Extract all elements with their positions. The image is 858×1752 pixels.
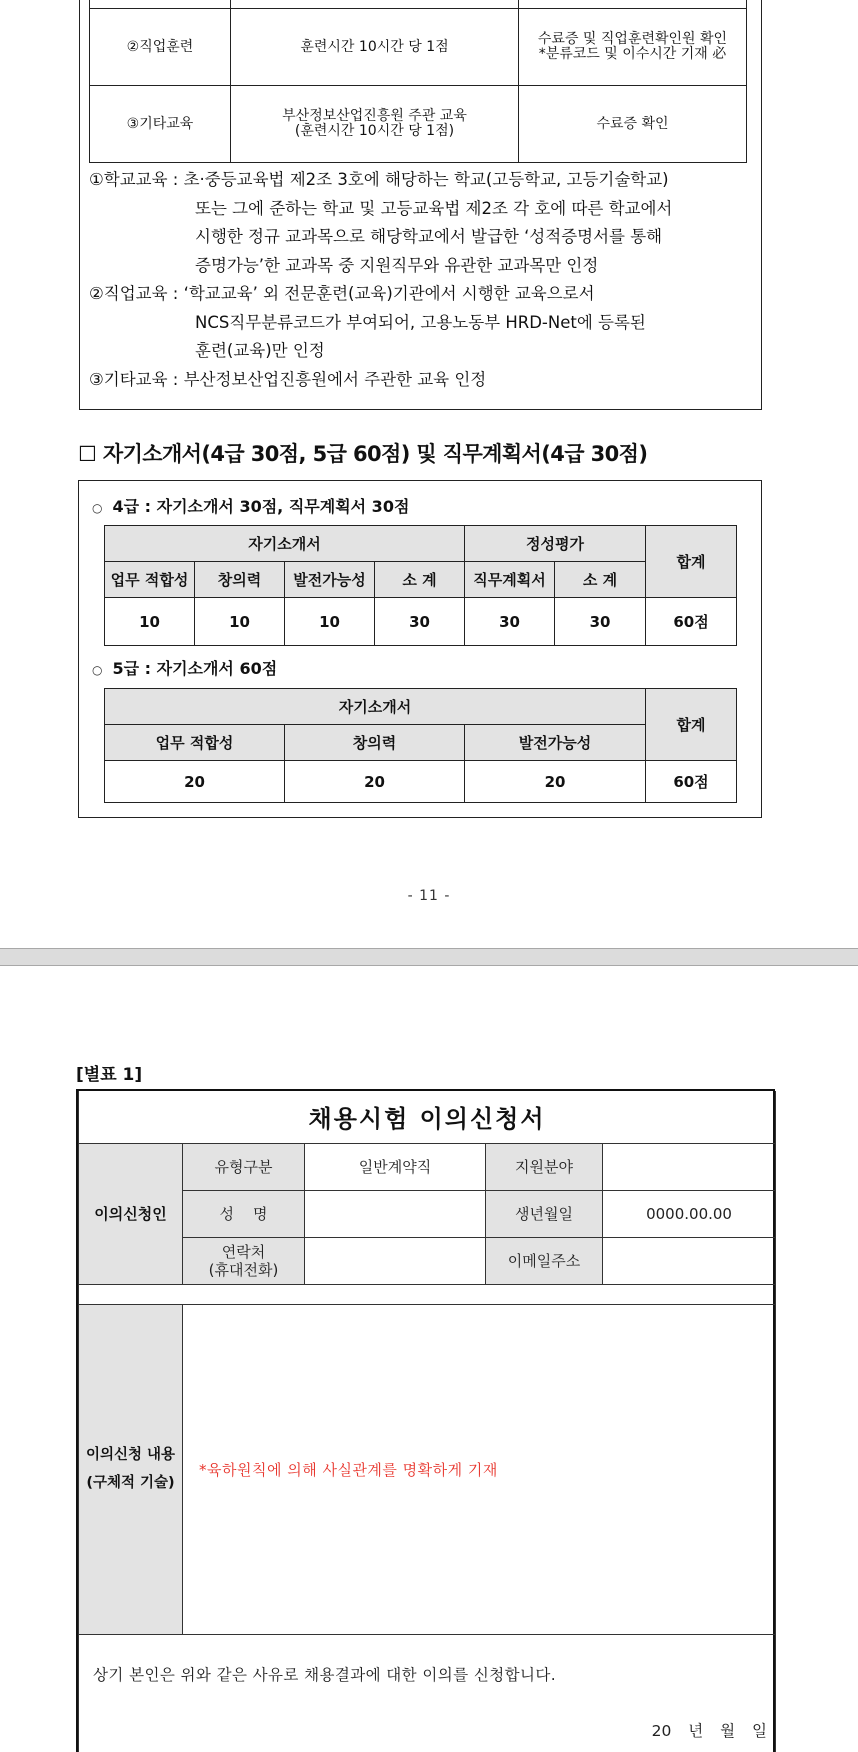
field-label: 지원분야	[486, 1143, 603, 1190]
content-label-line: 이의신청 내용	[85, 1447, 176, 1463]
score-cell: 20	[285, 761, 465, 803]
proof-note: *분류코드 및 이수시간 기재 必	[538, 46, 727, 62]
note-continuation: 또는 그에 준하는 학교 및 고등교육법 제2조 각 호에 따른 학교에서	[195, 198, 673, 218]
contact-label-line: 연락처	[221, 1242, 266, 1261]
table-row	[105, 598, 737, 646]
contact-input[interactable]	[305, 1237, 486, 1284]
table-row	[90, 9, 747, 86]
score-cell: 30	[555, 598, 646, 646]
group-header: 정성평가	[465, 526, 646, 562]
table-row	[79, 1091, 776, 1143]
table-row	[79, 1304, 776, 1634]
email-input[interactable]	[603, 1237, 776, 1284]
annex-label: [별표 1]	[76, 1065, 143, 1085]
birth-input[interactable]: 0000.00.00	[603, 1190, 776, 1237]
category-cell: ③기타교육	[90, 86, 231, 163]
form-title: 채용시험 이의신청서	[79, 1091, 776, 1143]
declaration-cell	[79, 1634, 776, 1752]
column-header: 업무 적합성	[105, 562, 195, 598]
criteria-cell	[231, 86, 519, 163]
column-header: 소 계	[375, 562, 465, 598]
note-school-education: ①학교교육 : 초·중등교육법 제2조 3호에 해당하는 학교(고등학교, 고등기술학교)	[89, 170, 669, 189]
proof-cell: 수료증 확인	[519, 86, 747, 163]
group-header: 자기소개서	[105, 689, 646, 725]
grade4-heading-text: 4급 : 자기소개서 30점, 직무계획서 30점	[112, 497, 410, 516]
note-continuation: NCS직무분류코드가 부여되어, 고용노동부 HRD-Net에 등록된	[195, 312, 646, 332]
education-notes	[89, 166, 759, 394]
name-label: 성 명	[183, 1190, 305, 1237]
table-row	[105, 526, 737, 562]
table-row	[105, 761, 737, 803]
birth-label: 생년월일	[486, 1190, 603, 1237]
score-cell: 30	[465, 598, 555, 646]
table-row	[79, 1190, 776, 1237]
total-cell: 60점	[646, 761, 737, 803]
table-row	[105, 562, 737, 598]
table-cell	[519, 0, 747, 9]
spacer-cell	[79, 1284, 776, 1304]
note-vocational-education: ②직업교육 : ‘학교교육’ 외 전문훈련(교육)기관에서 시행한 교육으로서	[89, 284, 595, 303]
note-continuation: 증명가능’한 교과목 중 지원직무와 유관한 교과목만 인정	[195, 255, 599, 275]
group-header: 자기소개서	[105, 526, 465, 562]
name-input[interactable]	[305, 1190, 486, 1237]
score-cell: 10	[285, 598, 375, 646]
page-number: - 11 -	[407, 888, 451, 904]
note-continuation: 시행한 정규 교과목으로 해당학교에서 발급한 ‘성적증명서를 통해	[195, 227, 663, 246]
date-line: 20 년 월 일	[651, 1721, 768, 1740]
table-row	[79, 1284, 776, 1304]
table-row	[79, 1237, 776, 1284]
grade5-heading-text: 5급 : 자기소개서 60점	[112, 659, 278, 678]
criteria-note: (훈련시간 10시간 당 1점)	[294, 123, 455, 139]
objection-content-input[interactable]: *육하원칙에 의해 사실관계를 명확하게 기재	[183, 1304, 776, 1634]
column-header: 직무계획서	[465, 562, 555, 598]
applicant-label: 이의신청인	[79, 1143, 183, 1284]
objection-form-table	[78, 1091, 776, 1752]
contact-label-sub: (휴대전화)	[208, 1260, 279, 1279]
table-row	[79, 1634, 776, 1752]
content-label	[79, 1304, 183, 1634]
score-cell: 10	[195, 598, 285, 646]
grade4-heading	[92, 494, 409, 517]
score-cell: 30	[375, 598, 465, 646]
table-row	[79, 1143, 776, 1190]
criteria-cell: 훈련시간 10시간 당 1점	[231, 9, 519, 86]
total-cell: 60점	[646, 598, 737, 646]
bullet-icon: ○	[92, 663, 103, 677]
total-header: 합계	[646, 689, 737, 761]
criteria-line: 부산정보산업진흥원 주관 교육	[282, 108, 467, 124]
type-label: 유형구분	[183, 1143, 305, 1190]
column-header: 발전가능성	[285, 562, 375, 598]
column-header: 창의력	[285, 725, 465, 761]
section-title: ☐ 자기소개서(4급 30점, 5급 60점) 및 직무계획서(4급 30점)	[78, 442, 648, 466]
grade4-score-table	[104, 525, 737, 646]
proof-cell	[519, 9, 747, 86]
grade5-score-table	[104, 688, 737, 803]
table-row	[90, 0, 747, 9]
page-separator	[0, 948, 858, 966]
objection-form	[76, 1089, 775, 1752]
score-cell: 10	[105, 598, 195, 646]
table-cell	[90, 0, 231, 9]
type-value[interactable]: 일반계약직	[305, 1143, 486, 1190]
table-row	[105, 725, 737, 761]
grade5-heading	[92, 656, 277, 679]
contact-label	[183, 1237, 305, 1284]
score-cell: 20	[465, 761, 646, 803]
declaration-text: 상기 본인은 위와 같은 사유로 채용결과에 대한 이의를 신청합니다.	[93, 1665, 557, 1684]
column-header: 발전가능성	[465, 725, 646, 761]
note-continuation: 훈련(교육)만 인정	[195, 341, 325, 360]
table-row	[105, 689, 737, 725]
proof-line: 수료증 및 직업훈련확인원 확인	[537, 31, 728, 47]
column-header: 업무 적합성	[105, 725, 285, 761]
field-input[interactable]	[603, 1143, 776, 1190]
column-header: 창의력	[195, 562, 285, 598]
table-cell	[231, 0, 519, 9]
column-header: 소 계	[555, 562, 646, 598]
category-cell: ②직업훈련	[90, 9, 231, 86]
note-other-education: ③기타교육 : 부산정보산업진흥원에서 주관한 교육 인정	[89, 369, 487, 389]
total-header: 합계	[646, 526, 737, 598]
score-cell: 20	[105, 761, 285, 803]
email-label: 이메일주소	[486, 1237, 603, 1284]
content-label-sub: (구체적 기술)	[86, 1475, 175, 1491]
table-row	[90, 86, 747, 163]
education-scoring-table	[89, 0, 747, 163]
bullet-icon: ○	[92, 501, 103, 515]
